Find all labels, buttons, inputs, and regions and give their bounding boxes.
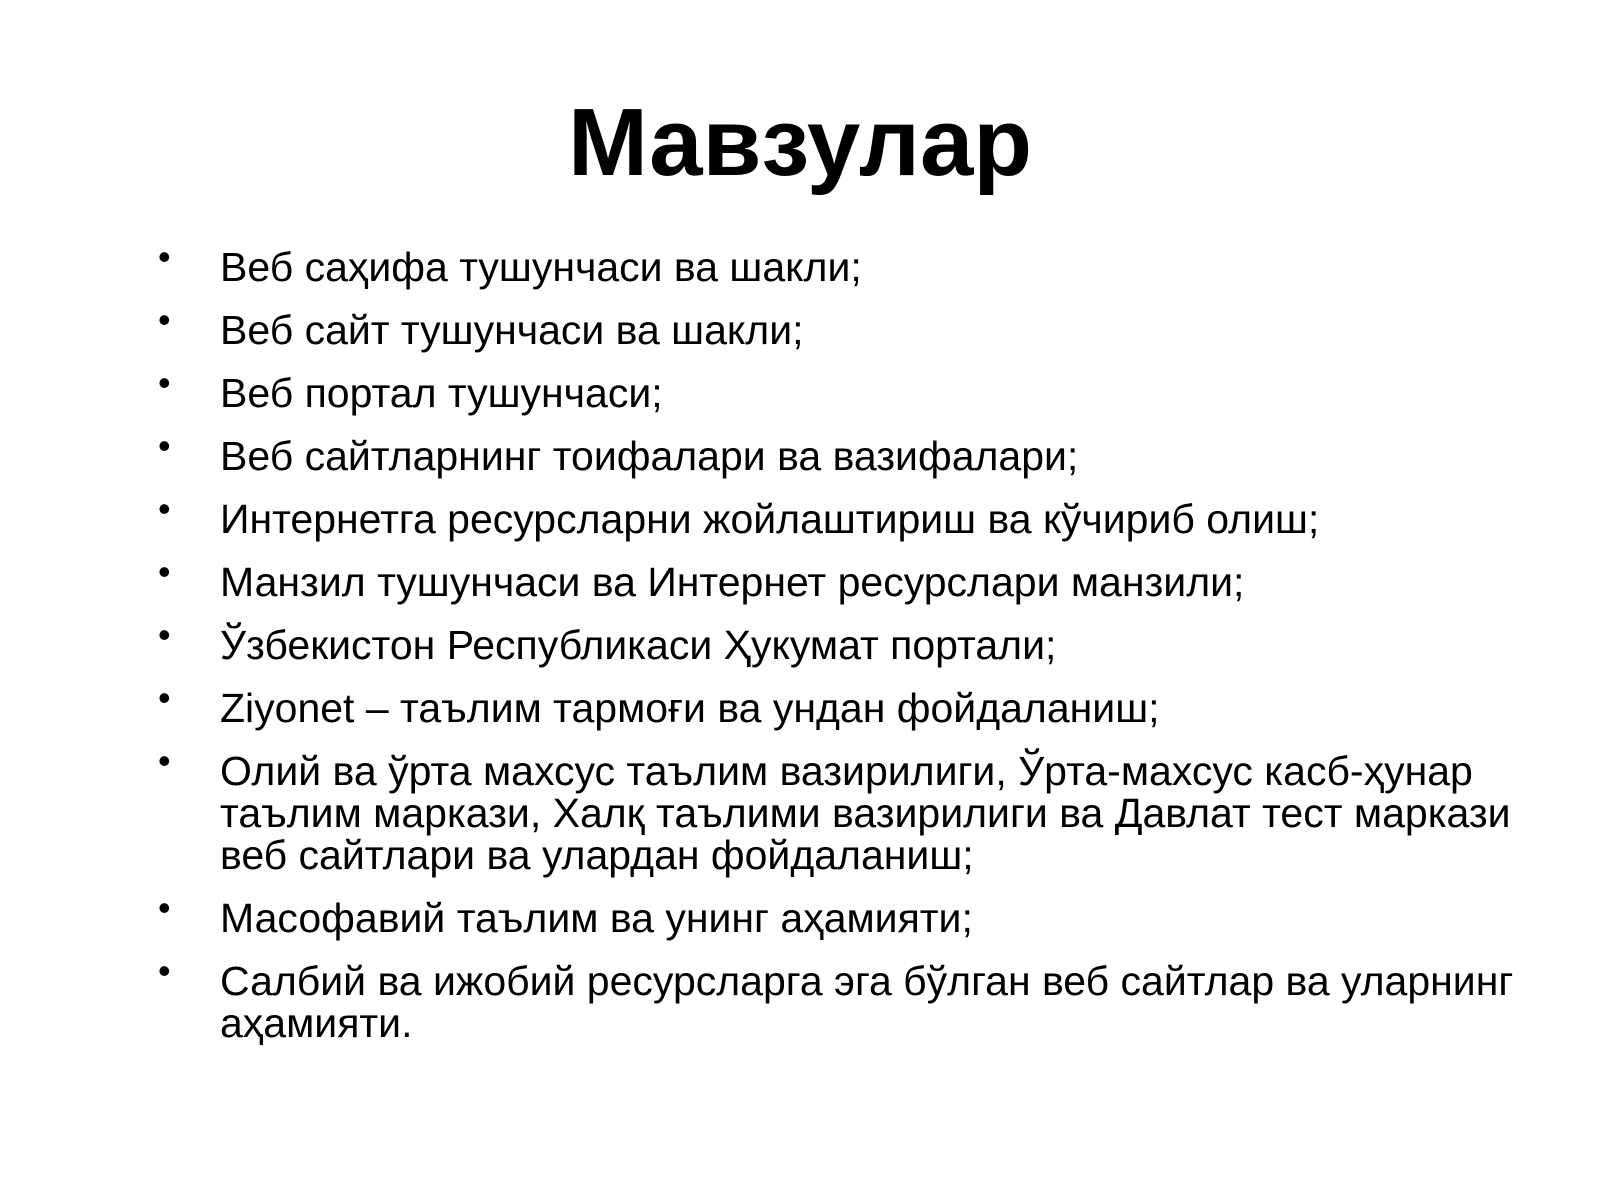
- topic-text: Веб сайтларнинг тоифалари ва вазифалари;: [220, 433, 1079, 479]
- topic-item: [156, 425, 1516, 479]
- topic-item: [156, 677, 1516, 731]
- topic-item: [156, 362, 1516, 416]
- topic-item: [156, 950, 1516, 1046]
- bullet-icon: •: [158, 488, 171, 529]
- bullet-icon: •: [158, 299, 171, 340]
- bullet-icon: •: [158, 551, 171, 592]
- topic-text: Веб портал тушунчаси;: [220, 370, 663, 416]
- topic-text: Масофавий таълим ва унинг аҳамияти;: [220, 895, 973, 941]
- topic-item: [156, 488, 1516, 542]
- bullet-icon: •: [158, 425, 171, 466]
- topic-text: Ziyonet – таълим тармоғи ва ундан фойдаланиш;: [220, 685, 1160, 731]
- topic-item: [156, 740, 1516, 878]
- topic-text: Интернетга ресурсларни жойлаштириш ва кўчириб олиш;: [220, 496, 1320, 542]
- topic-item: [156, 887, 1516, 941]
- bullet-icon: •: [158, 614, 171, 655]
- topic-text: Веб сайт тушунчаси ва шакли;: [220, 307, 804, 353]
- topic-item: [156, 614, 1516, 668]
- topic-list: [156, 236, 1516, 1065]
- bullet-icon: •: [158, 236, 171, 277]
- topic-item: [156, 551, 1516, 605]
- topic-item: [156, 299, 1516, 353]
- topic-text: Салбий ва ижобий ресурсларга эга бўлган веб сайтлар ва уларнинг аҳамияти.: [220, 958, 1514, 1046]
- slide-title: Мавзулар: [567, 89, 1032, 196]
- bullet-icon: •: [158, 677, 171, 718]
- topic-text: Манзил тушунчаси ва Интернет ресурслари манзили;: [220, 559, 1245, 605]
- bullet-icon: •: [158, 362, 171, 403]
- topic-text: Ўзбекистон Республикаси Ҳукумат портали;: [220, 622, 1057, 668]
- topic-text: Олий ва ўрта махсус таълим вазирилиги, Ўрта-махсус касб-ҳунар таълим маркази, Халқ таълими вазирилиги ва Давлат тест маркази веб сайтлари ва улардан фойдаланиш;: [220, 748, 1511, 878]
- bullet-icon: •: [158, 740, 171, 781]
- bullet-icon: •: [158, 950, 171, 991]
- topic-text: Веб саҳифа тушунчаси ва шакли;: [220, 244, 862, 290]
- topic-item: [156, 236, 1516, 290]
- bullet-icon: •: [158, 887, 171, 928]
